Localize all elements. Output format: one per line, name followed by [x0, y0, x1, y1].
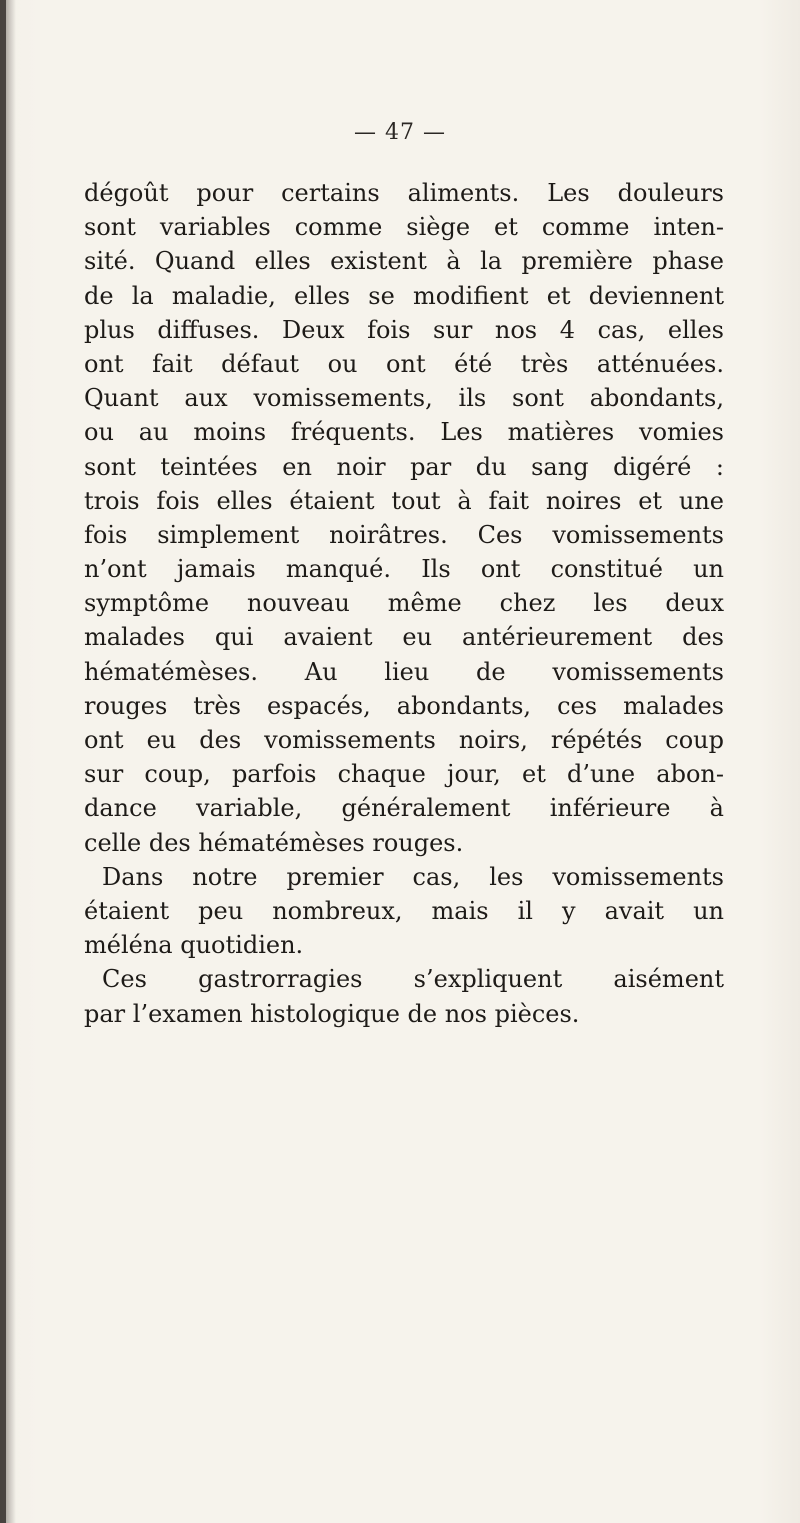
text-line: méléna quotidien.: [84, 931, 304, 960]
text-line: sont teintées en noir par du sang digéré :: [84, 452, 724, 481]
text-line: ou au moins fréquents. Les matières vomies: [84, 418, 724, 447]
binding-shadow: [6, 0, 16, 1523]
text-line: celle des hématémèses rouges.: [84, 828, 464, 857]
text-line: sont variables comme siège et comme inten-: [84, 213, 724, 242]
text-line: Dans notre premier cas, les vomissements: [102, 862, 724, 891]
text-line: ont fait défaut ou ont été très atténuées.: [84, 349, 724, 378]
text-line: sité. Quand elles existent à la première phase: [84, 247, 724, 276]
text-line: ont eu des vomissements noirs, répétés coup: [84, 726, 724, 754]
text-line: hématémèses. Au lieu de vomissements: [84, 657, 724, 686]
text-line: par l’examen histologique de nos pièces.: [84, 999, 580, 1028]
text-line: dance variable, généralement inférieure à: [84, 794, 724, 823]
text-line: n’ont jamais manqué. Ils ont constitué un: [84, 555, 724, 584]
text-line: de la maladie, elles se modifient et deviennent: [84, 281, 724, 310]
text-line: Ces gastrorragies s’expliquent aisément: [102, 965, 724, 994]
body-text: [84, 176, 724, 1031]
text-line: étaient peu nombreux, mais il y avait un: [84, 896, 724, 925]
text-line: rouges très espacés, abondants, ces malades: [84, 691, 724, 720]
text-line: Quant aux vomissements, ils sont abondants,: [84, 384, 724, 413]
text-line: symptôme nouveau même chez les deux: [84, 589, 724, 618]
text-line: fois simplement noirâtres. Ces vomissements: [84, 520, 724, 549]
text-line: plus diffuses. Deux fois sur nos 4 cas, elles: [84, 315, 724, 344]
text-line: sur coup, parfois chaque jour, et d’une abon-: [84, 760, 724, 789]
text-line: malades qui avaient eu antérieurement des: [84, 623, 724, 652]
page-number: — 47 —: [354, 120, 446, 145]
text-line: dégoût pour certains aliments. Les douleurs: [84, 179, 724, 207]
text-line: trois fois elles étaient tout à fait noires et une: [84, 486, 724, 515]
